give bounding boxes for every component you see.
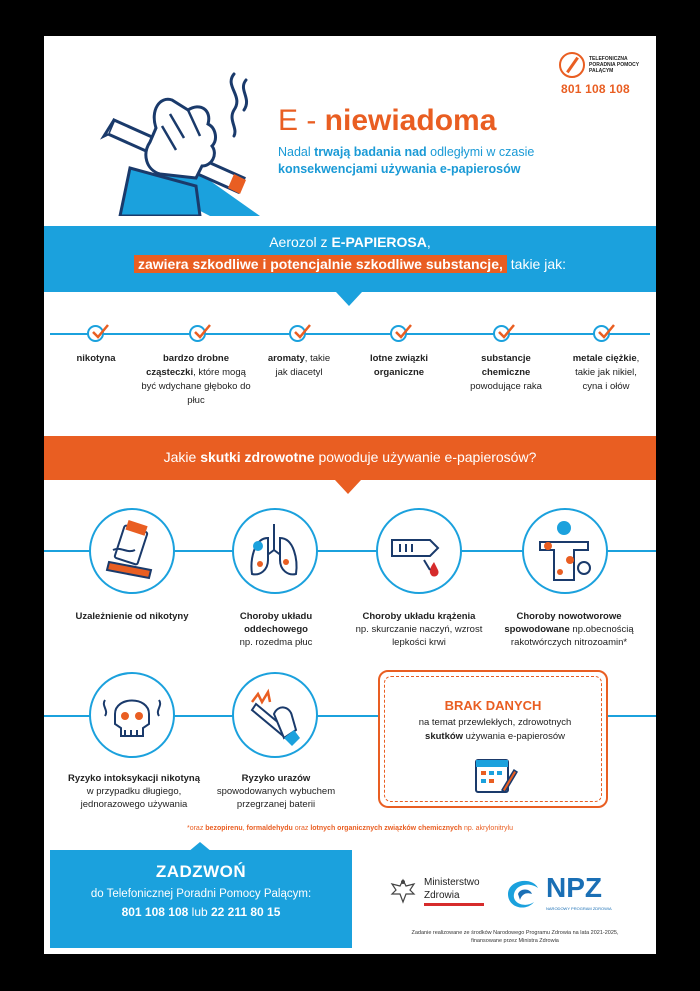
effect-circle <box>376 508 462 594</box>
effects-banner <box>44 436 656 480</box>
aerosol-banner <box>44 226 656 292</box>
effect-title: Ryzyko urazów <box>241 773 311 784</box>
subtitle-part: Nadal <box>278 145 315 159</box>
aerosol-bold: E-PAPIEROSA <box>331 234 427 250</box>
check-icon <box>390 325 407 342</box>
no-smoking-icon <box>559 52 585 78</box>
banner-pointer <box>335 480 361 494</box>
effect-text <box>496 610 642 649</box>
subtitle-bold: trwają badania nad <box>314 145 427 159</box>
effect-circle <box>522 508 608 594</box>
subtitle-part: odległymi w czasie <box>426 145 535 159</box>
substance-name: metale ciężkie <box>572 353 637 364</box>
effect-title: Choroby nowotworowe spowodowane <box>504 611 622 635</box>
effect-circle <box>89 672 175 758</box>
effects-heading <box>44 449 656 465</box>
effect-text <box>64 610 200 623</box>
hand-ecigarette-icon <box>100 66 260 216</box>
no-data-bold: skutków <box>425 731 464 742</box>
page-subtitle <box>278 144 578 178</box>
effect-text <box>214 772 338 811</box>
effects-heading-text: powoduje używanie e-papierosów? <box>314 449 537 465</box>
substance-item <box>358 352 440 380</box>
credit-line: finansowane przez Ministra Zdrowia <box>471 938 559 944</box>
lungs-icon <box>234 510 316 592</box>
aerosol-text: takie jak: <box>506 256 567 272</box>
effects-line <box>608 715 656 717</box>
no-data-line: używania e-papierosów <box>463 731 565 742</box>
npz-logo <box>500 872 640 916</box>
infographic-page <box>44 36 656 954</box>
substance-detail: powodujące raka <box>470 381 542 392</box>
body-cancer-icon <box>524 510 606 592</box>
effect-text <box>214 610 338 649</box>
ministry-bar <box>424 903 484 906</box>
substance-name: lotne związki organiczne <box>369 353 429 378</box>
no-data-line: na temat przewlekłych, zdrowotnych <box>418 717 572 728</box>
no-data-box <box>378 670 608 808</box>
footnote-bold: formaldehydu <box>246 825 293 832</box>
effect-text <box>54 772 214 811</box>
substance-name: bardzo drobne cząsteczki <box>146 353 229 378</box>
substance-item <box>266 352 332 380</box>
substance-detail: , które mogą być wdychane głęboko do płuc <box>141 367 251 406</box>
credit-line: Zadanie realizowane ze środków Narodowego Programu Zdrowia na lata 2021-2025, <box>411 930 619 936</box>
aerosol-line2 <box>44 256 656 272</box>
substance-item <box>140 352 252 408</box>
effect-title: Ryzyko intoksykacji nikotyną <box>68 773 200 784</box>
subtitle-bold-line: konsekwencjami używania e-papierosów <box>278 162 521 176</box>
call-box <box>50 850 352 948</box>
hotline-logo <box>559 50 649 100</box>
effect-title: Choroby układu krążenia <box>362 611 476 622</box>
npz-name: NPZ <box>546 872 602 903</box>
ministry-line: Zdrowia <box>424 890 460 901</box>
footnote-text: *oraz <box>186 825 206 832</box>
aerosol-text: Aerozol z <box>269 234 332 250</box>
explosion-hand-icon <box>234 674 316 756</box>
hotline-logo-org: TELEFONICZNA PORADNIA POMOCY PALĄCYM <box>589 56 640 74</box>
no-data-title: BRAK DANYCH <box>444 698 542 713</box>
effects-heading-bold: skutki zdrowotne <box>200 449 315 465</box>
effect-circle <box>232 672 318 758</box>
page-title <box>278 104 496 138</box>
npz-swirl-icon <box>500 872 542 912</box>
substance-name: nikotyna <box>76 353 116 364</box>
call-title: ZADZWOŃ <box>155 862 247 881</box>
check-icon <box>87 325 104 342</box>
check-icon <box>593 325 610 342</box>
ministry-name <box>424 876 480 902</box>
effect-text <box>354 610 484 649</box>
call-numbers <box>50 905 352 919</box>
footnote-bold: bezopirenu <box>205 825 243 832</box>
ministry-line: Ministerstwo <box>424 877 480 888</box>
no-data-text <box>390 716 600 744</box>
title-prefix: E - <box>278 104 325 137</box>
check-icon <box>289 325 306 342</box>
effect-detail: np. rozedma płuc <box>239 637 313 648</box>
phone-link[interactable]: 801 108 108 <box>121 905 189 919</box>
hotline-logo-phone: 801 108 108 <box>561 82 630 96</box>
effect-circle <box>232 508 318 594</box>
substance-name: aromaty <box>267 353 305 364</box>
aerosol-highlight: zawiera szkodliwe i potencjalnie szkodliwe substancje, <box>134 255 507 273</box>
effect-circle <box>89 508 175 594</box>
eagle-emblem-icon <box>388 876 418 906</box>
banner-pointer <box>336 292 362 306</box>
aerosol-text: , <box>426 234 431 250</box>
calendar-note-icon <box>472 754 518 796</box>
call-mid: lub <box>188 905 211 919</box>
effect-detail: spowodowanych wybuchem przegrzanej baterii <box>216 786 336 810</box>
substance-detail: , takie jak diacetyl <box>275 353 331 378</box>
funding-credit <box>380 929 650 945</box>
effect-title: Choroby układu oddechowego <box>239 611 313 635</box>
ministry-logo <box>388 872 488 916</box>
aerosol-line1 <box>44 234 656 250</box>
substance-item <box>564 352 648 394</box>
cigarette-pack-icon <box>91 510 173 592</box>
substance-name: substancje chemiczne <box>481 353 531 378</box>
phone-link[interactable]: 22 211 80 15 <box>211 905 281 919</box>
footnote <box>44 825 656 832</box>
check-icon <box>189 325 206 342</box>
effect-title: Uzależnienie od nikotyny <box>75 611 189 622</box>
effect-detail: np. skurczanie naczyń, wzrost lepkości krwi <box>355 624 483 648</box>
footnote-text: , <box>242 825 247 832</box>
substance-item <box>60 352 132 366</box>
skull-icon <box>91 674 173 756</box>
effect-detail: w przypadku długiego, jednorazowego używania <box>80 786 188 810</box>
npz-subtitle: NARODOWY PROGRAM ZDROWIA <box>546 906 612 911</box>
check-icon <box>493 325 510 342</box>
title-bold: niewiadoma <box>324 104 497 137</box>
substances-line <box>50 333 650 335</box>
substance-detail: , takie jak nikiel, cyna i ołów <box>575 353 640 392</box>
substance-item <box>458 352 554 394</box>
call-subtitle: do Telefonicznej Poradni Pomocy Palącym: <box>90 888 312 900</box>
footnote-text: np. akrylonitrylu <box>462 825 513 832</box>
footnote-bold: lotnych organicznych związków chemicznych <box>310 825 463 832</box>
effects-heading-text: Jakie <box>163 449 201 465</box>
blood-drop-icon <box>378 510 460 592</box>
footnote-text: oraz <box>292 825 311 832</box>
effect-detail: np.obecnością rakotwórczych nitrozoamin* <box>510 624 634 648</box>
